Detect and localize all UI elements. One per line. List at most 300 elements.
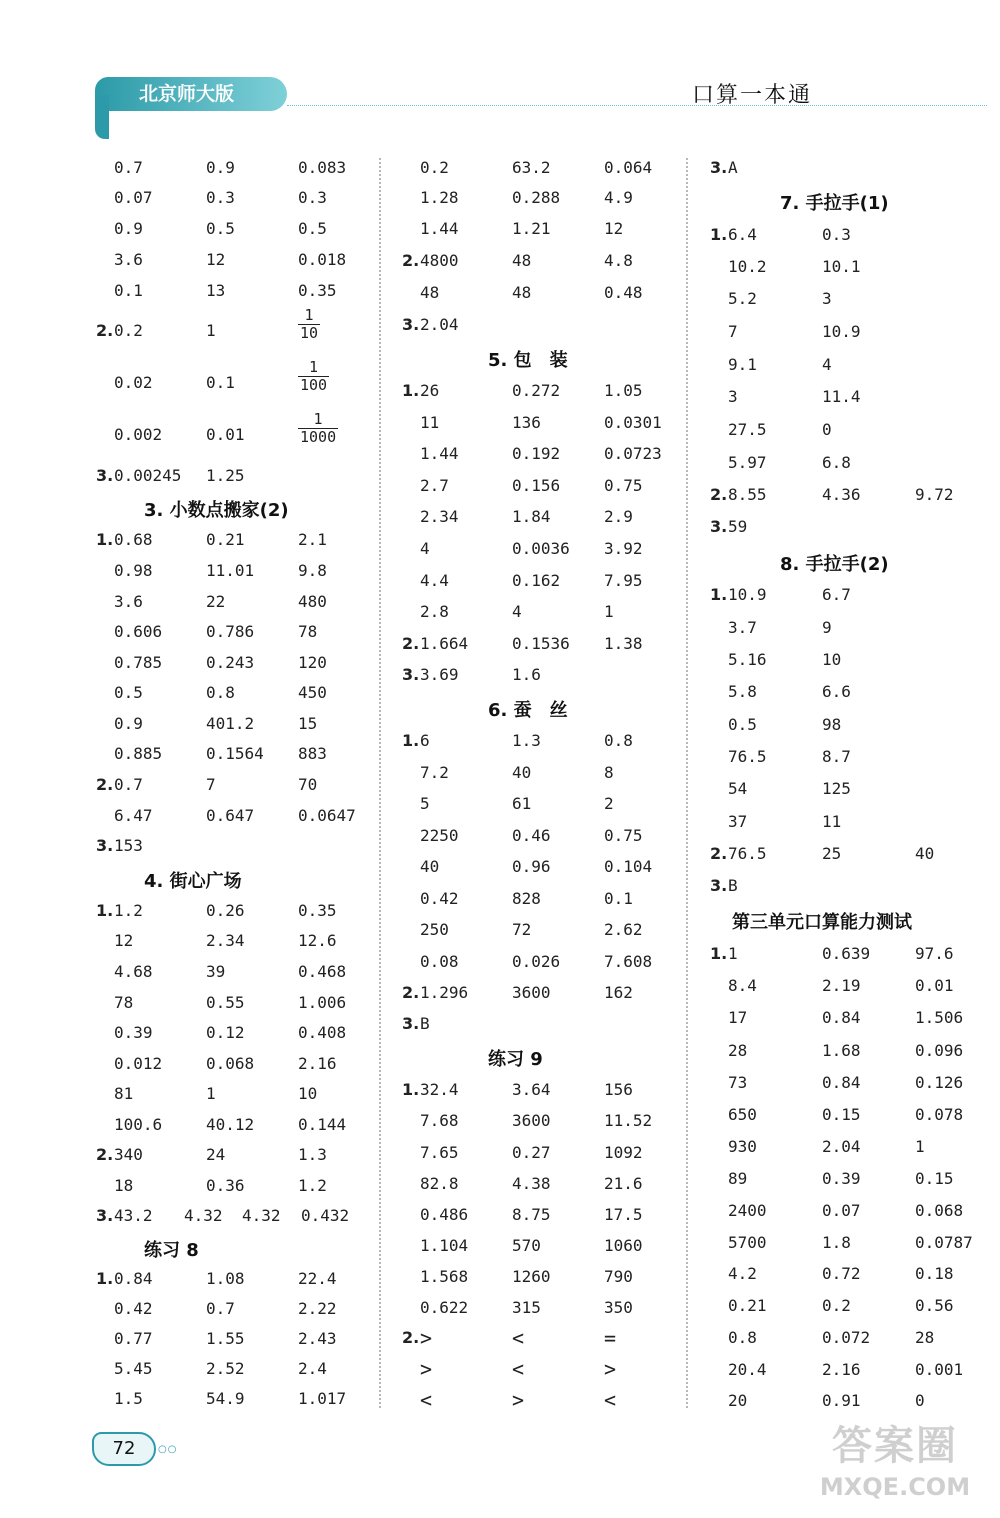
answer-row (96, 590, 376, 616)
answer-value: 4.38 (512, 1174, 551, 1193)
watermark-logo (800, 1420, 990, 1510)
answer-value: 0.7 (206, 1299, 235, 1318)
answer-row (96, 773, 376, 799)
answer-row (96, 279, 376, 305)
answer-row (710, 1262, 990, 1288)
header-divider (287, 105, 987, 106)
answer-value: 5700 (728, 1233, 767, 1252)
answer-value: 0.786 (206, 622, 255, 641)
answer-value: 315 (512, 1298, 541, 1317)
watermark-line1: 答案圈 (832, 1423, 958, 1469)
question-number: 1. (402, 731, 420, 750)
answer-value: 0.639 (822, 944, 871, 963)
answer-value: 28 (915, 1328, 935, 1347)
question-number: 1. (710, 585, 728, 604)
answer-value: 0.885 (114, 744, 163, 763)
answer-row (710, 583, 990, 609)
answer-value: 7 (728, 322, 738, 341)
answer-row (96, 528, 376, 554)
answer-value: 3.6 (114, 250, 143, 269)
answer-row (96, 1174, 376, 1200)
answer-row (402, 981, 682, 1007)
answer-value: 0.18 (915, 1264, 954, 1283)
answer-value: 0.1 (206, 373, 235, 392)
answer-value: 350 (604, 1298, 633, 1317)
answer-row (96, 991, 376, 1017)
answer-value: 1.6 (512, 665, 541, 684)
answer-value: 10.2 (728, 257, 767, 276)
answer-value: 1.55 (206, 1329, 245, 1348)
answer-row (710, 353, 990, 379)
answer-row (710, 1326, 990, 1352)
answer-value: 0.12 (206, 1023, 245, 1042)
answer-value: 1.08 (206, 1269, 245, 1288)
answer-value: 0.15 (915, 1169, 954, 1188)
answer-value: 0.002 (114, 425, 163, 444)
answer-value: 11.01 (206, 561, 255, 580)
answer-value: 3.92 (604, 539, 643, 558)
section-heading: 7. 手拉手(1) (780, 193, 889, 214)
question-number: 2. (96, 321, 114, 340)
answer-value: 5.16 (728, 650, 767, 669)
answer-value: 0.2 (420, 158, 449, 177)
answer-value: 0.3 (206, 188, 235, 207)
question-number: 2. (96, 775, 114, 794)
answer-row (402, 1234, 682, 1260)
page-number: 72 (112, 1438, 136, 1459)
answer-value: 59 (728, 517, 748, 536)
fraction (298, 359, 329, 394)
answer-row (402, 600, 682, 626)
answer-value: 15 (298, 714, 318, 733)
answer-value: 1.506 (915, 1008, 964, 1027)
answer-value: 0.21 (728, 1296, 767, 1315)
answer-value: 0.75 (604, 476, 643, 495)
answer-row (402, 1203, 682, 1229)
answer-value: 1.3 (298, 1145, 327, 1164)
answer-value: 40 (915, 844, 935, 863)
answer-value: 26 (420, 381, 440, 400)
question-number: 1. (710, 225, 728, 244)
answer-value: 0.5 (206, 219, 235, 238)
answer-value: 4.4 (420, 571, 449, 590)
question-number: 1. (402, 1080, 420, 1099)
answer-value: 2.19 (822, 976, 861, 995)
answer-value: 1.25 (206, 466, 245, 485)
answer-value: 3.6 (114, 592, 143, 611)
answer-row (402, 1357, 682, 1383)
answer-value: 930 (728, 1137, 757, 1156)
answer-value: 4.36 (822, 485, 861, 504)
answer-value: > (420, 1326, 433, 1350)
answer-value: 0.1536 (512, 634, 570, 653)
answer-value: B (728, 876, 738, 895)
answer-value: 54 (728, 779, 748, 798)
answer-value: 11 (822, 812, 842, 831)
answer-value: 9 (822, 618, 832, 637)
edition-tab (95, 77, 287, 111)
answer-value: 10.1 (822, 257, 861, 276)
answer-row (402, 761, 682, 787)
answer-value: 0.8 (728, 1328, 757, 1347)
answer-value: 153 (114, 836, 143, 855)
answer-value: 0.1564 (206, 744, 264, 763)
answer-value: 2400 (728, 1201, 767, 1220)
answer-value: 0.9 (114, 714, 143, 733)
answer-value: 1.38 (604, 634, 643, 653)
answer-row (402, 537, 682, 563)
question-number: 1. (96, 901, 114, 920)
answer-value: 12 (604, 219, 624, 238)
answer-value: 0.126 (915, 1073, 964, 1092)
answer-value: 54.9 (206, 1389, 245, 1408)
answer-value: 7.2 (420, 763, 449, 782)
answer-value: 1.8 (822, 1233, 851, 1252)
answer-value: 4.32 (242, 1206, 281, 1225)
answer-value: 2.04 (420, 315, 459, 334)
answer-value: 21.6 (604, 1174, 643, 1193)
answer-value: 2.52 (206, 1359, 245, 1378)
answer-value: 3 (822, 289, 832, 308)
answer-value: 3.69 (420, 665, 459, 684)
answer-value: 0.0301 (604, 413, 662, 432)
answer-value: 0.785 (114, 653, 163, 672)
answer-value: 0.408 (298, 1023, 347, 1042)
answer-value: 11.4 (822, 387, 861, 406)
answer-value: 97.6 (915, 944, 954, 963)
answer-value: 0.42 (420, 889, 459, 908)
answer-row (710, 745, 990, 771)
answer-value: 1 (728, 944, 738, 963)
section-heading: 4. 街心广场 (144, 871, 242, 892)
question-number: 3. (96, 836, 114, 855)
answer-row (710, 223, 990, 249)
answer-value: 39 (206, 962, 226, 981)
answer-value: 156 (604, 1080, 633, 1099)
answer-value: = (604, 1326, 617, 1350)
answer-value: 480 (298, 592, 327, 611)
answer-row (96, 834, 376, 860)
answer-value: 4.2 (728, 1264, 757, 1283)
answer-value: 6.47 (114, 806, 153, 825)
answer-value: 40.12 (206, 1115, 255, 1134)
answer-value: 0.1 (114, 281, 143, 300)
section-heading: 练习 9 (488, 1049, 543, 1070)
answer-value: 0.5 (298, 219, 327, 238)
answer-row (96, 742, 376, 768)
answer-value: 0.68 (114, 530, 153, 549)
answer-value: 73 (728, 1073, 748, 1092)
fraction (298, 307, 320, 342)
fraction-denominator: 100 (300, 376, 328, 394)
answer-row (710, 1103, 990, 1129)
answer-value: 0.7 (114, 775, 143, 794)
answer-value: 0.192 (512, 444, 561, 463)
answer-value: 43.2 (114, 1206, 153, 1225)
section-heading: 第三单元口算能力测试 (732, 912, 912, 933)
answer-row (96, 559, 376, 585)
answer-value: 0.48 (604, 283, 643, 302)
answer-value: 0.162 (512, 571, 561, 590)
answer-value: 5.97 (728, 453, 767, 472)
answer-row (710, 1389, 990, 1415)
answer-value: 4 (420, 539, 430, 558)
answer-value: 48 (512, 283, 532, 302)
answer-value (298, 307, 320, 342)
answer-value: 4.8 (604, 251, 633, 270)
answer-value: 0.07 (114, 188, 153, 207)
answer-row (710, 515, 990, 541)
answer-value: 3600 (512, 1111, 551, 1130)
answer-value: 17.5 (604, 1205, 643, 1224)
answer-value: 0.018 (298, 250, 347, 269)
answer-value: 0.00245 (114, 466, 182, 485)
section-heading: 3. 小数点搬家(2) (144, 500, 289, 521)
answer-value: 0.02 (114, 373, 153, 392)
answer-value: 1.296 (420, 983, 469, 1002)
answer-value: 3600 (512, 983, 551, 1002)
answer-value: 2.1 (298, 530, 327, 549)
answer-row (402, 474, 682, 500)
answer-value: 4.9 (604, 188, 633, 207)
answer-value: 2 (604, 794, 614, 813)
answer-row (710, 680, 990, 706)
answer-value: 1.006 (298, 993, 347, 1012)
answer-value: 0.75 (604, 826, 643, 845)
answer-row (402, 569, 682, 595)
answer-value: 0.026 (512, 952, 561, 971)
answer-row (710, 1167, 990, 1193)
answer-row (710, 942, 990, 968)
answer-value: 5.8 (728, 682, 757, 701)
question-number: 3. (710, 517, 728, 536)
question-number: 3. (402, 665, 420, 684)
answer-value: 0.91 (822, 1391, 861, 1410)
answer-row (710, 1039, 990, 1065)
answer-value: 0.07 (822, 1201, 861, 1220)
answer-value: 0.012 (114, 1054, 163, 1073)
answer-row (96, 186, 376, 212)
answer-value: > (420, 1357, 433, 1381)
answer-value: 10 (822, 650, 842, 669)
answer-value: 0.7 (114, 158, 143, 177)
answer-value: 0.42 (114, 1299, 153, 1318)
answer-value: 12.6 (298, 931, 337, 950)
answer-row (710, 842, 990, 868)
question-number: 3. (96, 466, 114, 485)
answer-value: 0.3 (298, 188, 327, 207)
answer-value: 12 (114, 931, 134, 950)
answer-value: 0.064 (604, 158, 653, 177)
answer-value: 1 (604, 602, 614, 621)
answer-row (710, 418, 990, 444)
answer-value: 0.9 (114, 219, 143, 238)
answer-value: 0.0787 (915, 1233, 973, 1252)
answer-value: 22 (206, 592, 226, 611)
answer-value: 5.2 (728, 289, 757, 308)
answer-value: 11.52 (604, 1111, 653, 1130)
answer-row (96, 681, 376, 707)
question-number: 1. (96, 530, 114, 549)
question-number: 2. (402, 251, 420, 270)
answer-value: 136 (512, 413, 541, 432)
answer-row (402, 824, 682, 850)
answer-value: 25 (822, 844, 842, 863)
answer-value: 7.65 (420, 1143, 459, 1162)
answer-row (710, 974, 990, 1000)
answer-value: 20.4 (728, 1360, 767, 1379)
answer-value: 4.32 (184, 1206, 223, 1225)
answer-value: < (512, 1326, 525, 1350)
answer-value: 48 (512, 251, 532, 270)
answer-row (710, 287, 990, 313)
answer-value: 1.68 (822, 1041, 861, 1060)
answer-value: 32.4 (420, 1080, 459, 1099)
fraction-numerator: 1 (313, 410, 323, 428)
question-number: 2. (402, 983, 420, 1002)
answer-row (402, 1296, 682, 1322)
answer-row (402, 855, 682, 881)
answer-value: 70 (298, 775, 318, 794)
answer-value: 76.5 (728, 747, 767, 766)
answer-value: 20 (728, 1391, 748, 1410)
answer-value: 0.647 (206, 806, 255, 825)
answer-row (96, 960, 376, 986)
answer-value: 0.46 (512, 826, 551, 845)
question-number: 2. (710, 485, 728, 504)
answer-value: 0.468 (298, 962, 347, 981)
answer-value: 120 (298, 653, 327, 672)
answer-value: 22.4 (298, 1269, 337, 1288)
answer-row (710, 320, 990, 346)
answer-row (402, 729, 682, 755)
answer-value: 6.8 (822, 453, 851, 472)
answer-row (710, 1135, 990, 1161)
answer-value: 0.8 (206, 683, 235, 702)
answer-value: 2.62 (604, 920, 643, 939)
answer-value: 12 (206, 250, 226, 269)
answer-value: 7 (206, 775, 216, 794)
answer-value: 81 (114, 1084, 134, 1103)
answer-row (710, 1071, 990, 1097)
answer-row (402, 442, 682, 468)
answer-value: 6 (420, 731, 430, 750)
fraction-numerator: 1 (309, 358, 319, 376)
answer-value: 0.432 (301, 1206, 350, 1225)
answer-value: 82.8 (420, 1174, 459, 1193)
answer-value: 98 (822, 715, 842, 734)
answer-value: 0.01 (206, 425, 245, 444)
answer-row (96, 410, 376, 449)
answer-row (402, 792, 682, 818)
answer-value: 1.2 (298, 1176, 327, 1195)
answer-value: 10.9 (728, 585, 767, 604)
question-number: 3. (96, 1206, 114, 1225)
answer-value: 8.4 (728, 976, 757, 995)
answer-row (402, 887, 682, 913)
answer-value: 0.84 (114, 1269, 153, 1288)
section-heading: 6. 蚕 丝 (488, 700, 568, 721)
answer-value: 0.98 (114, 561, 153, 580)
answer-value: 0.08 (420, 952, 459, 971)
answer-value (298, 411, 338, 446)
answer-value: 40 (512, 763, 532, 782)
answer-value: 0.0647 (298, 806, 356, 825)
answer-value: 2.22 (298, 1299, 337, 1318)
answer-value: 2.9 (604, 507, 633, 526)
answer-row (96, 1357, 376, 1383)
answer-value: 7.68 (420, 1111, 459, 1130)
answer-value: 2.7 (420, 476, 449, 495)
answer-value: 1.84 (512, 507, 551, 526)
answer-row (710, 1006, 990, 1032)
answer-row (710, 648, 990, 674)
answer-row (402, 411, 682, 437)
answer-value: 8.7 (822, 747, 851, 766)
answer-row (710, 451, 990, 477)
answer-value: 1260 (512, 1267, 551, 1286)
answer-value: 0.27 (512, 1143, 551, 1162)
answer-value: 0.2 (114, 321, 143, 340)
answer-row (710, 1231, 990, 1257)
answer-value: 4 (512, 602, 522, 621)
answer-value: 570 (512, 1236, 541, 1255)
answer-value: 2.4 (298, 1359, 327, 1378)
answer-value: 1.44 (420, 219, 459, 238)
answer-value: 0.5 (728, 715, 757, 734)
answer-value: 0.0036 (512, 539, 570, 558)
answer-row (710, 1358, 990, 1384)
answer-row (402, 281, 682, 307)
question-number: 3. (710, 158, 728, 177)
fraction (298, 411, 338, 446)
answer-value: 0.156 (512, 476, 561, 495)
answer-value: 0.068 (206, 1054, 255, 1073)
answer-row (402, 249, 682, 275)
answer-row (96, 712, 376, 738)
answer-value: 0.078 (915, 1105, 964, 1124)
answer-value: 11 (420, 413, 440, 432)
answer-row (402, 1109, 682, 1135)
answer-row (710, 1199, 990, 1225)
answer-value: 0.96 (512, 857, 551, 876)
answer-value: 8.75 (512, 1205, 551, 1224)
answer-value: 0.001 (915, 1360, 964, 1379)
book-title: 口算一本通 (692, 83, 813, 108)
question-number: 1. (402, 381, 420, 400)
answer-value: 18 (114, 1176, 134, 1195)
answer-row (96, 620, 376, 646)
answer-value: 1.3 (512, 731, 541, 750)
answer-value: 2.34 (420, 507, 459, 526)
answer-value: 1.5 (114, 1389, 143, 1408)
answer-value: 0.84 (822, 1008, 861, 1027)
edition-tab-hook (95, 95, 109, 139)
answer-row (96, 804, 376, 830)
answer-value: 78 (114, 993, 134, 1012)
answer-row (710, 874, 990, 900)
answer-value: < (420, 1388, 433, 1412)
answer-row (402, 950, 682, 976)
answer-row (96, 1113, 376, 1139)
answer-row (96, 651, 376, 677)
answer-row (96, 464, 376, 490)
column-divider-1 (379, 158, 381, 1408)
answer-value: 883 (298, 744, 327, 763)
answer-value: 2.34 (206, 931, 245, 950)
answer-row (96, 1021, 376, 1047)
answer-value: 2.8 (420, 602, 449, 621)
